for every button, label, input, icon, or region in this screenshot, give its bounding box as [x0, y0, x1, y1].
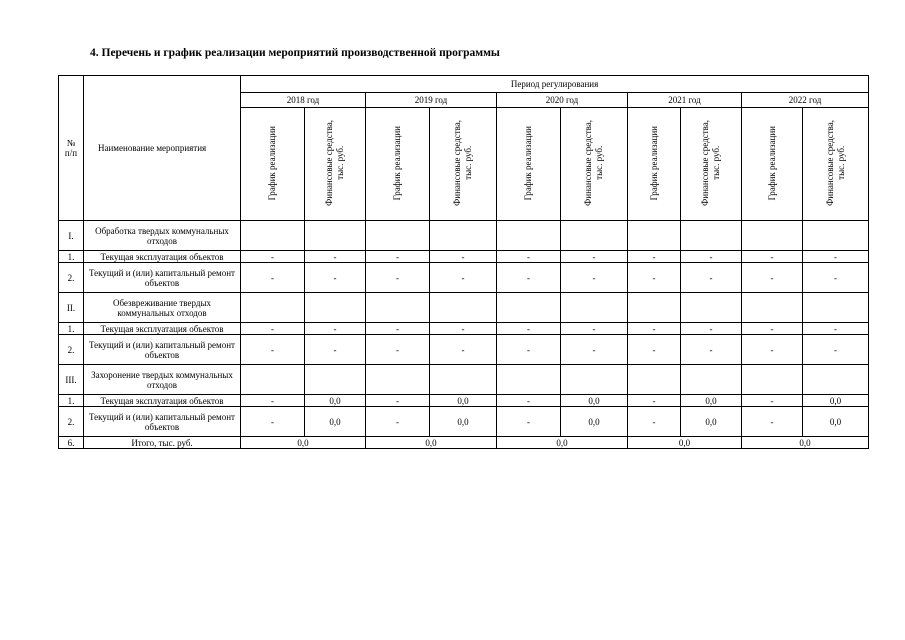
total-label: Итого, тыс. руб.: [84, 437, 241, 449]
funds-cell: 0,0: [305, 407, 366, 437]
funds-cell: -: [561, 263, 628, 293]
schedule-cell: -: [241, 407, 305, 437]
schedule-cell: [241, 293, 305, 323]
schedule-cell: [628, 293, 681, 323]
header-funds: Финансовые средства, тыс. руб.: [305, 108, 366, 221]
total-num: 6.: [59, 437, 84, 449]
schedule-cell: -: [497, 395, 561, 407]
header-num: № п/п: [59, 76, 84, 221]
header-funds: Финансовые средства, тыс. руб.: [561, 108, 628, 221]
row-num: 1.: [59, 323, 84, 335]
section-title: 4. Перечень и график реализации мероприятий производственной программы: [90, 47, 500, 59]
funds-cell: -: [561, 335, 628, 365]
schedule-cell: -: [241, 395, 305, 407]
schedule-cell: [628, 221, 681, 251]
table-row: [59, 407, 869, 437]
funds-cell: -: [305, 251, 366, 263]
schedule-cell: -: [628, 251, 681, 263]
schedule-cell: [742, 221, 803, 251]
funds-cell: -: [681, 323, 742, 335]
header-year-2018: 2018 год: [241, 93, 366, 108]
row-name: Обезвреживание твердых коммунальных отходов: [84, 293, 241, 323]
schedule-cell: -: [742, 335, 803, 365]
funds-cell: [803, 365, 869, 395]
funds-cell: -: [305, 323, 366, 335]
schedule-cell: [366, 365, 430, 395]
table-row: [59, 251, 869, 263]
schedule-cell: [366, 221, 430, 251]
schedule-cell: -: [366, 407, 430, 437]
table-body: [59, 221, 869, 437]
schedule-cell: [241, 221, 305, 251]
header-year-2019: 2019 год: [366, 93, 497, 108]
header-schedule: График реализации: [742, 108, 803, 221]
schedule-cell: -: [241, 335, 305, 365]
schedule-cell: -: [742, 263, 803, 293]
schedule-cell: -: [497, 263, 561, 293]
funds-cell: 0,0: [803, 407, 869, 437]
schedule-cell: [497, 221, 561, 251]
funds-cell: -: [430, 335, 497, 365]
row-name: Текущая эксплуатация объектов: [84, 251, 241, 263]
table-row: [59, 263, 869, 293]
table-row: [59, 395, 869, 407]
funds-cell: [803, 293, 869, 323]
funds-cell: [681, 221, 742, 251]
header-funds: Финансовые средства, тыс. руб.: [681, 108, 742, 221]
funds-cell: -: [561, 323, 628, 335]
funds-cell: -: [681, 335, 742, 365]
schedule-cell: -: [366, 395, 430, 407]
schedule-cell: -: [628, 335, 681, 365]
schedule-cell: -: [366, 335, 430, 365]
funds-cell: -: [681, 251, 742, 263]
funds-cell: 0,0: [803, 395, 869, 407]
total-value: 0,0: [497, 437, 628, 449]
header-schedule: График реализации: [241, 108, 305, 221]
schedule-cell: -: [742, 251, 803, 263]
header-year-2022: 2022 год: [742, 93, 869, 108]
schedule-cell: -: [628, 323, 681, 335]
schedule-cell: [366, 293, 430, 323]
funds-cell: 0,0: [681, 395, 742, 407]
funds-cell: [430, 365, 497, 395]
funds-cell: [305, 365, 366, 395]
schedule-cell: -: [497, 251, 561, 263]
funds-cell: [561, 293, 628, 323]
schedule-cell: -: [497, 407, 561, 437]
row-num: 1.: [59, 395, 84, 407]
total-value: 0,0: [742, 437, 869, 449]
row-name: Обработка твердых коммунальных отходов: [84, 221, 241, 251]
funds-cell: -: [803, 335, 869, 365]
funds-cell: [561, 221, 628, 251]
schedule-cell: -: [628, 407, 681, 437]
funds-cell: [803, 221, 869, 251]
funds-cell: 0,0: [430, 395, 497, 407]
row-name: Текущая эксплуатация объектов: [84, 323, 241, 335]
row-num: III.: [59, 365, 84, 395]
funds-cell: [305, 221, 366, 251]
funds-cell: 0,0: [561, 395, 628, 407]
schedule-cell: [742, 293, 803, 323]
schedule-cell: -: [628, 263, 681, 293]
funds-cell: [305, 293, 366, 323]
row-name: Текущий и (или) капитальный ремонт объектов: [84, 263, 241, 293]
header-funds: Финансовые средства, тыс. руб.: [430, 108, 497, 221]
funds-cell: -: [305, 263, 366, 293]
header-year-2021: 2021 год: [628, 93, 742, 108]
funds-cell: [561, 365, 628, 395]
funds-cell: [430, 221, 497, 251]
schedule-cell: [241, 365, 305, 395]
row-num: 2.: [59, 263, 84, 293]
funds-cell: -: [803, 323, 869, 335]
funds-cell: -: [681, 263, 742, 293]
schedule-cell: -: [366, 263, 430, 293]
funds-cell: 0,0: [681, 407, 742, 437]
row-name: Захоронение твердых коммунальных отходов: [84, 365, 241, 395]
production-program-table: [58, 75, 869, 449]
header-funds: Финансовые средства, тыс. руб.: [803, 108, 869, 221]
total-value: 0,0: [366, 437, 497, 449]
table-row: [59, 221, 869, 251]
funds-cell: -: [430, 251, 497, 263]
header-year-2020: 2020 год: [497, 93, 628, 108]
funds-cell: -: [430, 323, 497, 335]
funds-cell: -: [561, 251, 628, 263]
funds-cell: 0,0: [430, 407, 497, 437]
schedule-cell: -: [241, 323, 305, 335]
funds-cell: [430, 293, 497, 323]
total-row: [59, 437, 869, 449]
table-row: [59, 293, 869, 323]
schedule-cell: -: [241, 263, 305, 293]
schedule-cell: -: [628, 395, 681, 407]
table-row: [59, 323, 869, 335]
schedule-cell: [497, 365, 561, 395]
funds-cell: 0,0: [561, 407, 628, 437]
header-name: Наименование мероприятия: [84, 76, 241, 221]
header-schedule: График реализации: [366, 108, 430, 221]
row-num: 2.: [59, 335, 84, 365]
schedule-cell: -: [742, 323, 803, 335]
schedule-cell: -: [497, 323, 561, 335]
schedule-cell: -: [241, 251, 305, 263]
funds-cell: [681, 293, 742, 323]
row-num: 2.: [59, 407, 84, 437]
row-name: Текущий и (или) капитальный ремонт объектов: [84, 407, 241, 437]
table-row: [59, 335, 869, 365]
schedule-cell: -: [497, 335, 561, 365]
row-num: 1.: [59, 251, 84, 263]
header-schedule: График реализации: [497, 108, 561, 221]
funds-cell: -: [305, 335, 366, 365]
table-row: [59, 365, 869, 395]
funds-cell: [681, 365, 742, 395]
row-num: I.: [59, 221, 84, 251]
row-num: II.: [59, 293, 84, 323]
schedule-cell: -: [742, 407, 803, 437]
funds-cell: -: [430, 263, 497, 293]
funds-cell: -: [803, 263, 869, 293]
funds-cell: 0,0: [305, 395, 366, 407]
header-period: Период регулирования: [241, 76, 869, 93]
schedule-cell: [742, 365, 803, 395]
total-value: 0,0: [628, 437, 742, 449]
schedule-cell: -: [366, 323, 430, 335]
row-name: Текущая эксплуатация объектов: [84, 395, 241, 407]
header-schedule: График реализации: [628, 108, 681, 221]
funds-cell: -: [803, 251, 869, 263]
total-value: 0,0: [241, 437, 366, 449]
schedule-cell: [497, 293, 561, 323]
row-name: Текущий и (или) капитальный ремонт объектов: [84, 335, 241, 365]
schedule-cell: -: [742, 395, 803, 407]
schedule-cell: [628, 365, 681, 395]
schedule-cell: -: [366, 251, 430, 263]
